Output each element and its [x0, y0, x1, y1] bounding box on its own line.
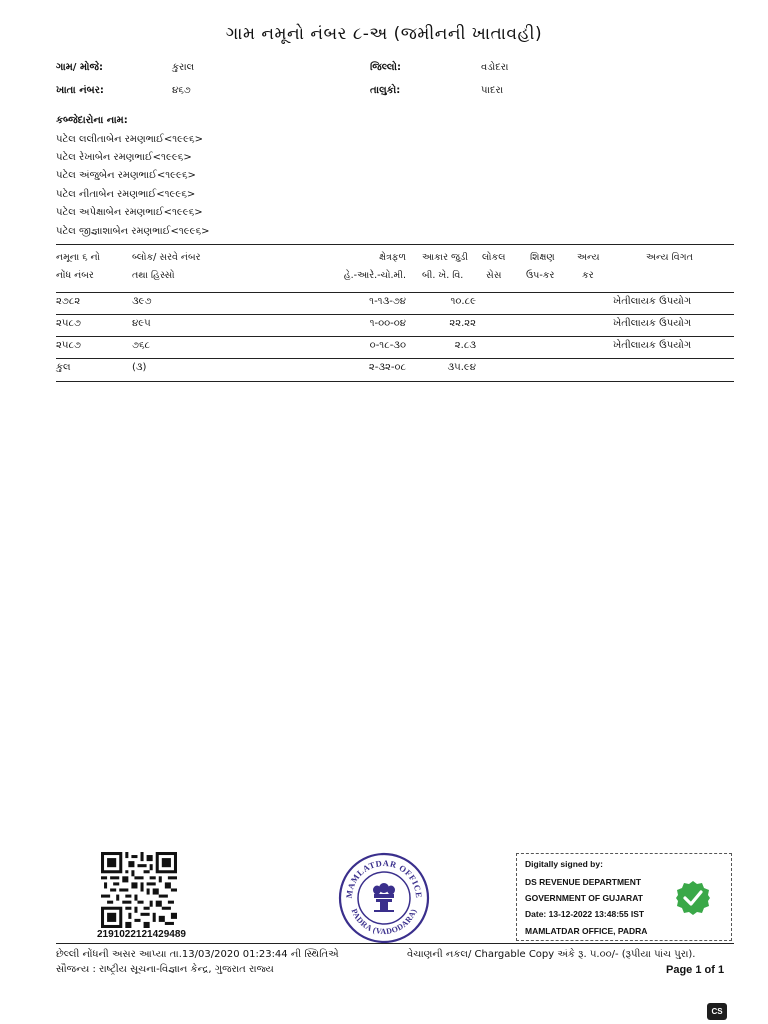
- header-area-2: હે.-આરે.-ચો.મી.: [343, 270, 406, 281]
- cell-area: ૧-૦૦-૦૪: [369, 318, 406, 329]
- table-row: [0, 296, 768, 312]
- header-assessment: આકાર જુડી: [422, 252, 468, 263]
- cell-detail: ખેતીલાયક ઉપયોગ: [613, 296, 692, 307]
- header-note-number-2: નોંધ નંબર: [56, 270, 94, 281]
- owner-name: પટેલ અંજુબેન રમણભાઈ<૧૯૯૬>: [56, 170, 196, 181]
- cell-assessment: ૨૨.૨૨: [449, 318, 476, 329]
- table-header-rule: [56, 292, 734, 293]
- khata-label: ખાતા નંબર:: [56, 85, 104, 96]
- signature-line-4: Date: 13-12-2022 13:48:55 IST: [525, 909, 645, 919]
- total-count: (૩): [132, 362, 147, 373]
- header-education-2: ઉપ-કર: [526, 270, 555, 281]
- khata-value: ૪૬૭: [172, 85, 191, 96]
- signature-line-5: MAMLATDAR OFFICE, PADRA: [525, 926, 648, 936]
- header-local-cess: લોકલ: [482, 252, 506, 263]
- header-note-number: નમૂના ૬ નો: [56, 252, 101, 263]
- header-local-cess-2: સેસ: [486, 270, 502, 281]
- qr-code-icon: [101, 852, 177, 928]
- signature-line-2: DS REVENUE DEPARTMENT: [525, 877, 642, 887]
- table-row: [0, 318, 768, 334]
- district-label: જિલ્લો:: [370, 62, 401, 73]
- total-assessment: ૩૫.૯૪: [447, 362, 476, 373]
- cell-area: ૦-૧૮-૩૦: [369, 340, 406, 351]
- cell-area: ૧-૧૩-૭૪: [369, 296, 406, 307]
- header-assessment-2: બી. ખે. વિ.: [422, 270, 464, 281]
- header-area: ક્ષેત્રફળ: [379, 252, 406, 263]
- header-other-tax: અન્ય: [577, 252, 600, 263]
- row-rule: [56, 336, 734, 337]
- cell-note: ૨૭૮૨: [56, 296, 81, 307]
- table-bottom-rule: [56, 381, 734, 382]
- digital-signature-box: [516, 853, 732, 941]
- header-survey: બ્લોક/ સરવે નંબર: [132, 252, 201, 263]
- cell-survey: ૪૯૫: [132, 318, 151, 329]
- cell-detail: ખેતીલાયક ઉપયોગ: [613, 340, 692, 351]
- village-label: ગામ/ મોજે:: [56, 62, 103, 73]
- cell-assessment: ૧૦.૮૯: [450, 296, 476, 307]
- row-rule: [56, 358, 734, 359]
- owner-name: પટેલ રેખાબેન રમણભાઈ<૧૯૯૬>: [56, 152, 192, 163]
- verified-check-icon: [675, 880, 711, 916]
- table-header: [0, 252, 768, 288]
- page-title: ગામ નમૂનો નંબર ૮-અ (જમીનની ખાતાવહી): [225, 24, 543, 44]
- owner-name: પટેલ નીતાબેન રમણભાઈ<૧૯૯૬>: [56, 189, 196, 200]
- seal-bottom-text: PADRA (VADODARA): [349, 907, 419, 937]
- footer-chargeable-copy: વેચાણની નકલ/ Chargable Copy અંકે રૂ. ૫.૦૦/- (રૂપીયા પાંચ પુરા).: [407, 949, 696, 960]
- total-area: ૨-૩૨-૦૮: [368, 362, 406, 373]
- district-value: વડોદરા: [481, 62, 509, 73]
- taluka-value: પાદરા: [481, 85, 504, 96]
- footer-rule: [56, 943, 734, 944]
- seal-top-text: MAMLATDAR OFFICE: [343, 857, 425, 899]
- village-value: કુરાલ: [172, 62, 195, 73]
- owners-heading: કબ્જેદારોના નામ:: [56, 115, 128, 126]
- owner-name: પટેલ જીજ્ઞાશાબેન રમણભાઈ<૧૯૯૬>: [56, 226, 210, 237]
- header-other-detail: અન્ય વિગત: [646, 252, 693, 263]
- header-other-tax-2: કર: [582, 270, 594, 281]
- cell-note: ૨૫૮૭: [56, 318, 81, 329]
- cell-assessment: ૨.૮૩: [454, 340, 476, 351]
- owner-name: પટેલ લલીતાબેન રમણભાઈ<૧૯૯૬>: [56, 134, 203, 145]
- mamlatdar-seal-icon: [338, 852, 430, 944]
- header-education: શિક્ષણ: [530, 252, 555, 263]
- footer-status-note: છેલ્લી નોંધની અસર આપ્યા તા.13/03/2020 01:23:44 ની સ્થિતિએ: [56, 949, 339, 960]
- signature-line-1: Digitally signed by:: [525, 859, 603, 869]
- row-rule: [56, 314, 734, 315]
- table-top-rule: [56, 244, 734, 245]
- total-label: કુલ: [56, 362, 71, 373]
- table-row: [0, 340, 768, 356]
- qr-number: 2191022121429489: [97, 929, 186, 940]
- cell-survey: ૩૯૭: [132, 296, 152, 307]
- footer-courtesy: સૌજન્ય : રાષ્ટ્રીય સૂચના-વિજ્ઞાન કેન્દ્ર, ગુજરાત રાજ્ય: [56, 964, 274, 975]
- owner-name: પટેલ અપેક્ષાબેન રમણભાઈ<૧૯૯૬>: [56, 207, 203, 218]
- cs-badge: CS: [707, 1003, 727, 1020]
- page-number: Page 1 of 1: [666, 964, 725, 976]
- table-total-row: [0, 362, 768, 378]
- cell-survey: ૭૬૮: [132, 340, 151, 351]
- cell-note: ૨૫૮૭: [56, 340, 81, 351]
- signature-line-3: GOVERNMENT OF GUJARAT: [525, 893, 643, 903]
- cell-detail: ખેતીલાયક ઉપયોગ: [613, 318, 692, 329]
- taluka-label: તાલુકો:: [370, 85, 401, 96]
- header-survey-2: તથા હિસ્સો: [132, 270, 175, 281]
